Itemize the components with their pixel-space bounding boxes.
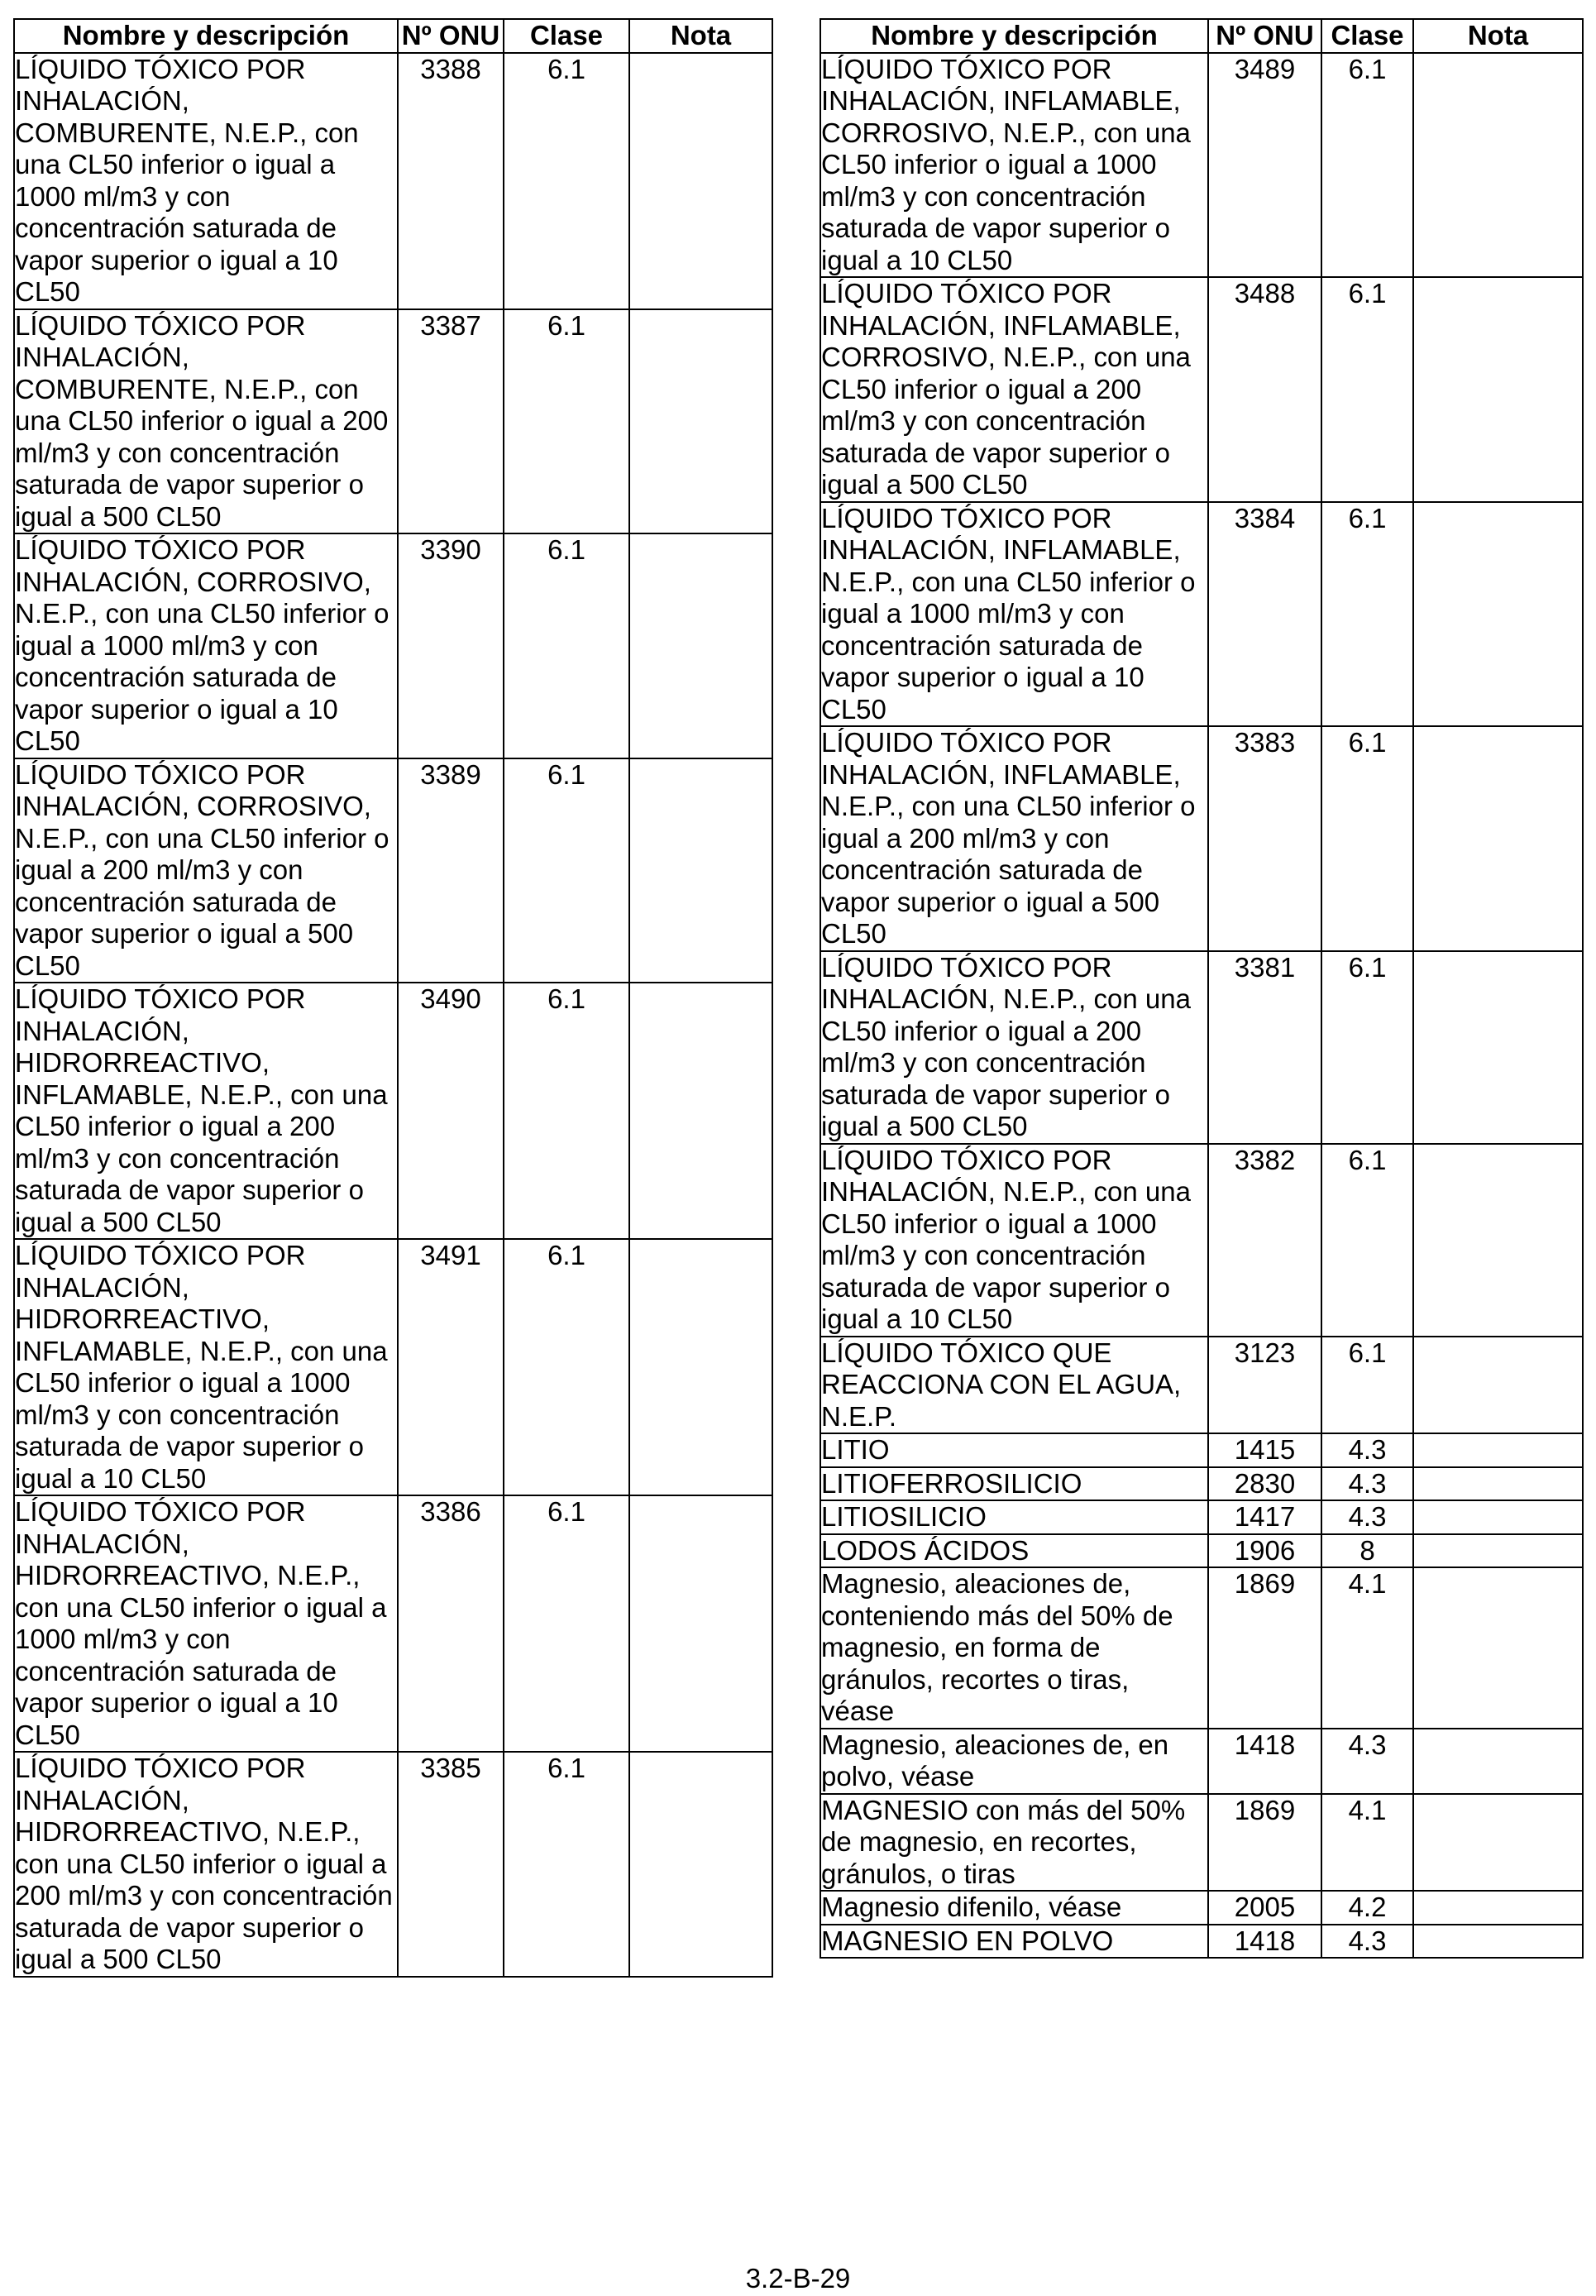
table-row <box>820 53 1583 278</box>
table-row <box>14 758 772 983</box>
cell-name: LÍQUIDO TÓXICO POR INHALACIÓN, N.E.P., con una CL50 inferior o igual a 1000 ml/m3 y con concentración saturada de vapor superior o igual a 10 CL50 <box>820 1144 1208 1337</box>
cell-clase: 6.1 <box>504 1495 629 1752</box>
cell-onu: 3390 <box>398 533 504 758</box>
cell-clase: 4.3 <box>1321 1925 1413 1959</box>
cell-clase: 4.1 <box>1321 1567 1413 1729</box>
cell-clase: 6.1 <box>504 309 629 534</box>
cell-onu: 2005 <box>1208 1891 1321 1925</box>
cell-onu: 3383 <box>1208 726 1321 951</box>
cell-onu: 3389 <box>398 758 504 983</box>
cell-nota <box>629 983 772 1239</box>
cell-nota <box>1413 1433 1583 1467</box>
table-row <box>14 1495 772 1752</box>
cell-name: LÍQUIDO TÓXICO POR INHALACIÓN, COMBURENTE, N.E.P., con una CL50 inferior o igual a 200 ml/m3 y con concentración saturada de vapor superior o igual a 500 CL50 <box>14 309 398 534</box>
cell-onu: 1906 <box>1208 1534 1321 1568</box>
cell-nota <box>1413 1500 1583 1534</box>
right-header-row <box>820 19 1583 53</box>
cell-clase: 4.3 <box>1321 1729 1413 1794</box>
table-row <box>820 1534 1583 1568</box>
cell-clase: 6.1 <box>1321 502 1413 727</box>
cell-nota <box>1413 726 1583 951</box>
page-number: 3.2-B-29 <box>745 2263 851 2294</box>
cell-onu: 2830 <box>1208 1467 1321 1501</box>
cell-name: LÍQUIDO TÓXICO POR INHALACIÓN, CORROSIVO, N.E.P., con una CL50 inferior o igual a 1000 ml/m3 y con concentración saturada de vapor superior o igual a 10 CL50 <box>14 533 398 758</box>
col-header-onu: Nº ONU <box>398 19 504 53</box>
cell-clase: 6.1 <box>504 758 629 983</box>
table-row <box>820 1433 1583 1467</box>
cell-onu: 3381 <box>1208 951 1321 1144</box>
left-header-row <box>14 19 772 53</box>
cell-name: LÍQUIDO TÓXICO POR INHALACIÓN, INFLAMABLE, CORROSIVO, N.E.P., con una CL50 inferior o igual a 1000 ml/m3 y con concentración saturada de vapor superior o igual a 10 CL50 <box>820 53 1208 278</box>
cell-onu: 3385 <box>398 1752 504 1977</box>
cell-clase: 6.1 <box>504 1752 629 1977</box>
cell-clase: 6.1 <box>504 533 629 758</box>
table-row <box>820 726 1583 951</box>
cell-clase: 4.3 <box>1321 1467 1413 1501</box>
table-row <box>820 1794 1583 1892</box>
cell-name: LÍQUIDO TÓXICO QUE REACCIONA CON EL AGUA, N.E.P. <box>820 1337 1208 1434</box>
table-row <box>820 1729 1583 1794</box>
cell-clase: 6.1 <box>1321 277 1413 502</box>
col-header-nota: Nota <box>629 19 772 53</box>
table-row <box>14 533 772 758</box>
cell-name: Magnesio difenilo, véase <box>820 1891 1208 1925</box>
col-header-nota: Nota <box>1413 19 1583 53</box>
table-row <box>820 502 1583 727</box>
cell-onu: 1869 <box>1208 1567 1321 1729</box>
cell-nota <box>1413 1567 1583 1729</box>
table-row <box>820 1925 1583 1959</box>
col-header-name: Nombre y descripción <box>820 19 1208 53</box>
table-row <box>14 1752 772 1977</box>
cell-clase: 6.1 <box>1321 53 1413 278</box>
cell-nota <box>629 53 772 309</box>
cell-name: LITIOSILICIO <box>820 1500 1208 1534</box>
col-header-clase: Clase <box>1321 19 1413 53</box>
cell-clase: 6.1 <box>1321 726 1413 951</box>
cell-name: LÍQUIDO TÓXICO POR INHALACIÓN, HIDRORREACTIVO, INFLAMABLE, N.E.P., con una CL50 inferior o igual a 200 ml/m3 y con concentración saturada de vapor superior o igual a 500 CL50 <box>14 983 398 1239</box>
cell-nota <box>1413 1925 1583 1959</box>
table-row <box>14 983 772 1239</box>
table-row <box>820 1567 1583 1729</box>
cell-onu: 3387 <box>398 309 504 534</box>
cell-name: LODOS ÁCIDOS <box>820 1534 1208 1568</box>
left-goods-table <box>13 18 773 1978</box>
table-row <box>820 1144 1583 1337</box>
cell-onu: 3488 <box>1208 277 1321 502</box>
table-row <box>820 277 1583 502</box>
cell-nota <box>629 309 772 534</box>
cell-onu: 3123 <box>1208 1337 1321 1434</box>
cell-clase: 6.1 <box>504 53 629 309</box>
cell-clase: 6.1 <box>504 1239 629 1495</box>
cell-nota <box>1413 1794 1583 1892</box>
table-row <box>820 1337 1583 1434</box>
cell-nota <box>1413 1467 1583 1501</box>
cell-nota <box>1413 1729 1583 1794</box>
cell-name: LÍQUIDO TÓXICO POR INHALACIÓN, COMBURENTE, N.E.P., con una CL50 inferior o igual a 1000 ml/m3 y con concentración saturada de vapor superior o igual a 10 CL50 <box>14 53 398 309</box>
table-row <box>14 1239 772 1495</box>
cell-onu: 3384 <box>1208 502 1321 727</box>
cell-nota <box>629 1495 772 1752</box>
cell-onu: 3382 <box>1208 1144 1321 1337</box>
cell-name: LÍQUIDO TÓXICO POR INHALACIÓN, INFLAMABLE, CORROSIVO, N.E.P., con una CL50 inferior o igual a 200 ml/m3 y con concentración saturada de vapor superior o igual a 500 CL50 <box>820 277 1208 502</box>
cell-onu: 3490 <box>398 983 504 1239</box>
cell-name: LÍQUIDO TÓXICO POR INHALACIÓN, HIDRORREACTIVO, N.E.P., con una CL50 inferior o igual a 200 ml/m3 y con concentración saturada de vapor superior o igual a 500 CL50 <box>14 1752 398 1977</box>
cell-nota <box>629 1239 772 1495</box>
col-header-clase: Clase <box>504 19 629 53</box>
cell-onu: 1869 <box>1208 1794 1321 1892</box>
cell-onu: 1418 <box>1208 1925 1321 1959</box>
col-header-onu: Nº ONU <box>1208 19 1321 53</box>
table-row <box>14 309 772 534</box>
col-header-name: Nombre y descripción <box>14 19 398 53</box>
cell-nota <box>1413 1891 1583 1925</box>
cell-onu: 1418 <box>1208 1729 1321 1794</box>
cell-name: Magnesio, aleaciones de, en polvo, véase <box>820 1729 1208 1794</box>
cell-clase: 6.1 <box>1321 1337 1413 1434</box>
table-row <box>820 951 1583 1144</box>
table-row <box>820 1467 1583 1501</box>
cell-clase: 4.3 <box>1321 1500 1413 1534</box>
cell-onu: 3491 <box>398 1239 504 1495</box>
table-row <box>14 53 772 309</box>
cell-clase: 4.1 <box>1321 1794 1413 1892</box>
cell-onu: 3489 <box>1208 53 1321 278</box>
table-row <box>820 1500 1583 1534</box>
cell-name: MAGNESIO EN POLVO <box>820 1925 1208 1959</box>
right-goods-table <box>820 18 1584 1959</box>
cell-nota <box>1413 1144 1583 1337</box>
cell-name: MAGNESIO con más del 50% de magnesio, en recortes, gránulos, o tiras <box>820 1794 1208 1892</box>
cell-clase: 6.1 <box>1321 1144 1413 1337</box>
cell-clase: 4.2 <box>1321 1891 1413 1925</box>
cell-clase: 6.1 <box>1321 951 1413 1144</box>
cell-name: LITIO <box>820 1433 1208 1467</box>
cell-onu: 1415 <box>1208 1433 1321 1467</box>
cell-nota <box>629 758 772 983</box>
cell-onu: 3386 <box>398 1495 504 1752</box>
cell-name: LITIOFERROSILICIO <box>820 1467 1208 1501</box>
cell-name: LÍQUIDO TÓXICO POR INHALACIÓN, INFLAMABLE, N.E.P., con una CL50 inferior o igual a 1000 ml/m3 y con concentración saturada de vapor superior o igual a 10 CL50 <box>820 502 1208 727</box>
cell-clase: 8 <box>1321 1534 1413 1568</box>
table-row <box>820 1891 1583 1925</box>
cell-name: LÍQUIDO TÓXICO POR INHALACIÓN, HIDRORREACTIVO, INFLAMABLE, N.E.P., con una CL50 inferior o igual a 1000 ml/m3 y con concentración saturada de vapor superior o igual a 10 CL50 <box>14 1239 398 1495</box>
cell-clase: 6.1 <box>504 983 629 1239</box>
cell-nota <box>1413 502 1583 727</box>
cell-name: Magnesio, aleaciones de, conteniendo más del 50% de magnesio, en forma de gránulos, recortes o tiras, véase <box>820 1567 1208 1729</box>
cell-nota <box>1413 277 1583 502</box>
cell-onu: 1417 <box>1208 1500 1321 1534</box>
cell-nota <box>1413 1534 1583 1568</box>
cell-nota <box>629 1752 772 1977</box>
cell-clase: 4.3 <box>1321 1433 1413 1467</box>
cell-name: LÍQUIDO TÓXICO POR INHALACIÓN, HIDRORREACTIVO, N.E.P., con una CL50 inferior o igual a 1000 ml/m3 y con concentración saturada de vapor superior o igual a 10 CL50 <box>14 1495 398 1752</box>
cell-nota <box>1413 1337 1583 1434</box>
cell-nota <box>1413 53 1583 278</box>
cell-name: LÍQUIDO TÓXICO POR INHALACIÓN, INFLAMABLE, N.E.P., con una CL50 inferior o igual a 200 ml/m3 y con concentración saturada de vapor superior o igual a 500 CL50 <box>820 726 1208 951</box>
cell-name: LÍQUIDO TÓXICO POR INHALACIÓN, CORROSIVO, N.E.P., con una CL50 inferior o igual a 200 ml/m3 y con concentración saturada de vapor superior o igual a 500 CL50 <box>14 758 398 983</box>
cell-name: LÍQUIDO TÓXICO POR INHALACIÓN, N.E.P., con una CL50 inferior o igual a 200 ml/m3 y con concentración saturada de vapor superior o igual a 500 CL50 <box>820 951 1208 1144</box>
cell-nota <box>629 533 772 758</box>
cell-onu: 3388 <box>398 53 504 309</box>
cell-nota <box>1413 951 1583 1144</box>
